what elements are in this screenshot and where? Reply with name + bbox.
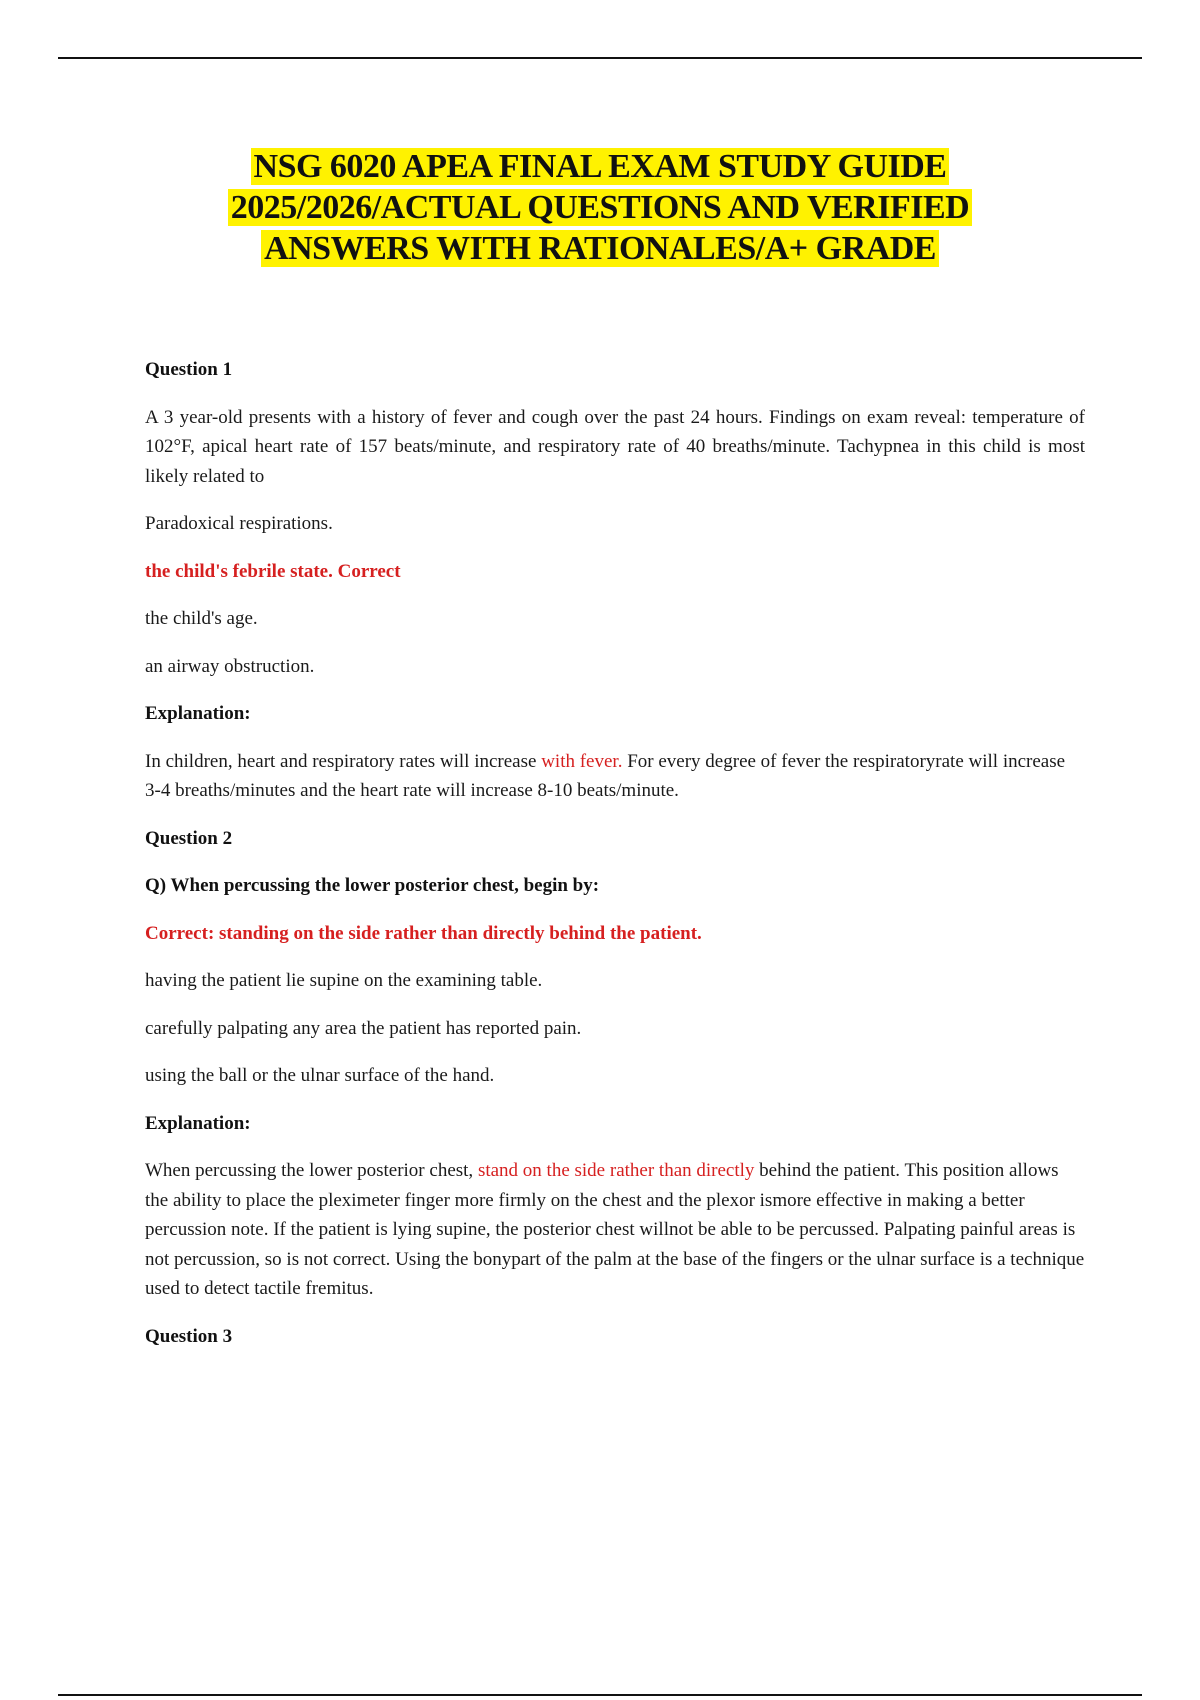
question-2-heading: Question 2	[145, 827, 233, 849]
title-line-3: ANSWERS WITH RATIONALES/A+ GRADE	[261, 230, 939, 267]
question-1-explanation	[145, 747, 1085, 806]
question-2-option-a-correct: Correct: standing on the side rather than directly behind the patient.	[145, 922, 702, 944]
title-line-1: NSG 6020 APEA FINAL EXAM STUDY GUIDE	[251, 148, 950, 185]
question-1-heading: Question 1	[145, 359, 233, 380]
document-title	[150, 146, 1050, 269]
question-1-option-c: the child's age.	[145, 608, 258, 629]
explanation-highlight: stand on the side rather than directly	[477, 1160, 755, 1181]
bottom-divider	[58, 1694, 1142, 1696]
question-1-stem: A 3 year-old presents with a history of fever and cough over the past 24 hours. Findings on exam reveal: temperature of 102°F, apical heart rate of 157 beats/minute, and respiratory rate of 40 breaths/minute. Tachypnea in this child is most likely related to	[145, 406, 1085, 487]
question-1-explanation-heading: Explanation:	[145, 703, 251, 724]
question-1-option-d: an airway obstruction.	[145, 655, 315, 677]
explanation-highlight: with fever.	[541, 750, 623, 772]
explanation-text: In children, heart and respiratory rates will increase	[145, 750, 542, 772]
explanation-text: behind the patient. This position allows the ability to place the pleximeter finger more firmly on the chest and the plexor ismore effective in making a better percussion note. If the patient is lying supine, the posterior chest willnot be able to be percussed. Palpating painful areas is not percussion, so is not correct. Using the bonypart of the palm at the base of the fingers or the ulnar surface is a technique used to detect tactile fremitus.	[145, 1160, 1085, 1299]
question-3-heading: Question 3	[145, 1325, 233, 1347]
top-divider	[58, 57, 1142, 59]
question-1-option-a: Paradoxical respirations.	[145, 513, 333, 534]
question-2-option-c: carefully palpating any area the patient has reported pain.	[145, 1017, 582, 1039]
question-2-explanation-heading: Explanation:	[145, 1112, 251, 1134]
question-1-option-b-correct: the child's febrile state. Correct	[145, 560, 401, 582]
document-body	[145, 355, 1085, 1369]
explanation-text: For every degree of fever the respiratoryrate will increase 3-4 breaths/minutes and the heart rate will increase 8-10 beats/minute.	[145, 750, 1066, 801]
question-2-explanation	[145, 1156, 1085, 1304]
title-line-2: 2025/2026/ACTUAL QUESTIONS AND VERIFIED	[228, 189, 972, 226]
question-2-option-b: having the patient lie supine on the examining table.	[145, 970, 543, 991]
question-2-option-d: using the ball or the ulnar surface of the hand.	[145, 1065, 495, 1086]
explanation-text: When percussing the lower posterior chest,	[145, 1160, 478, 1181]
question-2-stem: Q) When percussing the lower posterior chest, begin by:	[145, 875, 600, 896]
